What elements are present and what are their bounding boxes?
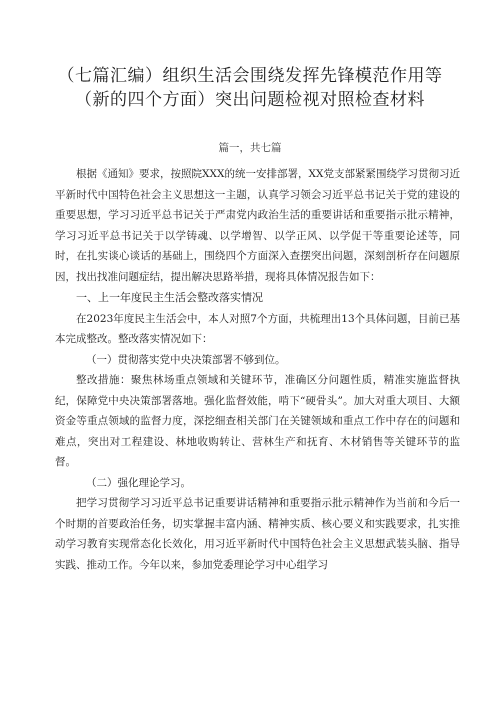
document-body: [55, 164, 460, 575]
document-title: （七篇汇编）组织生活会围绕发挥先锋模范作用等（新的四个方面）突出问题检视对照检查材料: [57, 66, 443, 110]
document-subtitle: 篇一，共七篇: [218, 142, 282, 154]
item-heading: （二）强化理论学习。: [86, 476, 191, 489]
section-paragraph: 在2023年度民主生活会中，本人对照7个方面，共梳理出13个具体问题，目前已基本完成整改。整改落实情况如下：: [55, 312, 460, 345]
intro-paragraph: 根据《通知》要求，按照院XXX的统一安排部署，XX党支部紧紧围绕学习贯彻习近平新时代中国特色社会主义思想这一主题，认真学习领会习近平总书记关于党的建设的重要思想，学习习近平总书记关于严肃党内政治生活的重要讲话和重要指示批示精神，学习习近平总书记关于以学铸魂、以学增智、以学正风、以学促干等重要论述等，同时，在扎实谈心谈话的基础上，围绕四个方面深入查摆突出问题，深刻剖析存在问题原因，找出找准问题症结，提出解决思路举措，现将具体情况报告如下：: [55, 168, 460, 283]
item-heading: （一）贯彻落实党中央决策部署不够到位。: [86, 353, 286, 366]
item-paragraph: 把学习贯彻学习习近平总书记重要讲话精神和重要指示批示精神作为当前和今后一个时期的首要政治任务，切实掌握丰富内涵、精神实质、核心要义和实践要求，扎实推动学习教育实现常态化长效化，用习近平新时代中国特色社会主义思想武装头脑、指导实践、推动工作。今年以来，参加党委理论学习中心组学习: [55, 497, 460, 571]
item-paragraph: 整改措施：聚焦林场重点领域和关键环节，准确区分问题性质，精准实施监督执纪，保障党中央决策部署落地。强化监督效能，啃下“硬骨头”。加大对重大项目、大额资金等重点领域的监督力度，深挖细查相关部门在关键领域和重点工作中存在的问题和难点，突出对工程建设、林地收购转让、营林生产和抚育、木材销售等关键环节的监督。: [55, 374, 460, 468]
section-heading: 一、上一年度民主生活会整改落实情况: [76, 291, 263, 304]
